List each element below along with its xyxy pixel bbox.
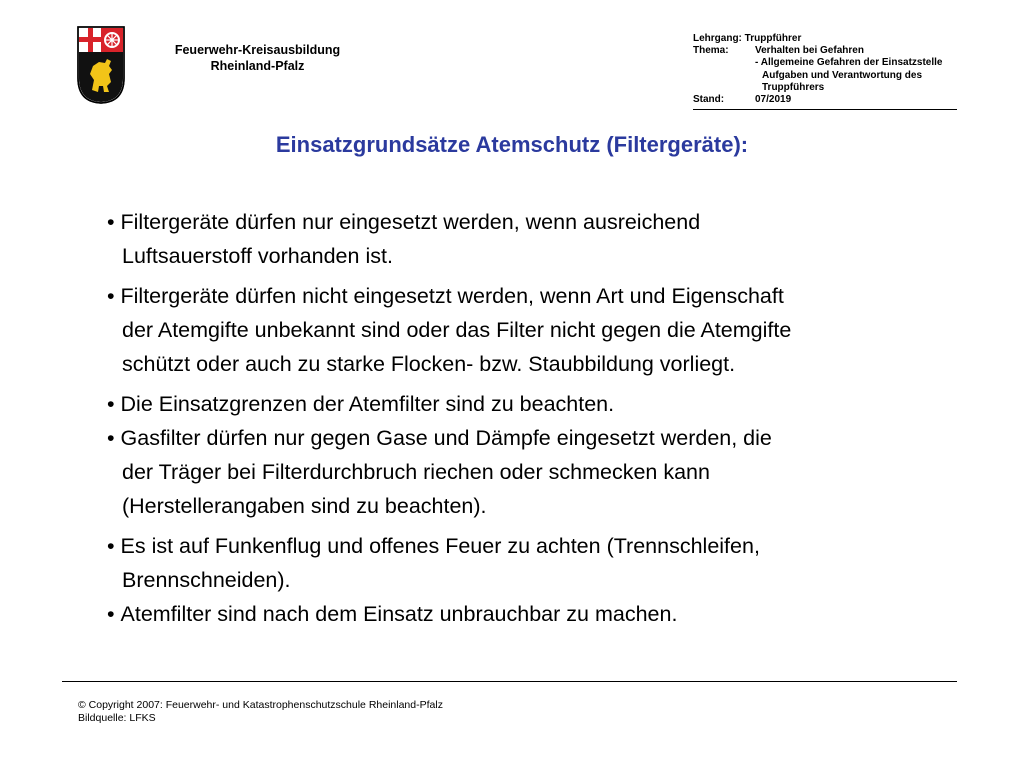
bullet-list	[107, 205, 967, 631]
bullet-item-5	[107, 529, 967, 597]
footer-copyright: © Copyright 2007: Feuerwehr- und Katastrophenschutzschule Rheinland-Pfalz	[78, 699, 443, 711]
page-title: Einsatzgrundsätze Atemschutz (Filtergeräte):	[275, 132, 749, 157]
bullet-6-line-1: • Atemfilter sind nach dem Einsatz unbrauchbar zu machen.	[107, 597, 967, 631]
bullet-4-line-3: (Herstellerangaben sind zu beachten).	[122, 494, 487, 518]
bullet-2-line-1: • Filtergeräte dürfen nicht eingesetzt werden, wenn Art und Eigenschaft	[107, 279, 967, 313]
bullet-5-line-2: Brennschneiden).	[122, 568, 291, 592]
bullet-item-4	[107, 421, 967, 523]
bullet-item-2	[107, 279, 967, 381]
stand-label: Stand:	[693, 94, 725, 106]
bullet-1-line-1: • Filtergeräte dürfen nur eingesetzt werden, wenn ausreichend	[107, 205, 967, 239]
thema-sub-2: Aufgaben und Verantwortung des	[762, 69, 923, 81]
bullet-3-line-1: • Die Einsatzgrenzen der Atemfilter sind zu beachten.	[107, 387, 967, 421]
org-line-1: Feuerwehr-Kreisausbildung	[174, 43, 341, 57]
coat-of-arms-logo	[76, 26, 126, 104]
org-line-2: Rheinland-Pfalz	[210, 59, 305, 73]
lehrgang-label: Lehrgang:	[693, 33, 742, 44]
thema-label: Thema:	[693, 45, 729, 57]
stand-value: 07/2019	[755, 94, 792, 106]
bullet-2-line-3: schützt oder auch zu starke Flocken- bzw. Staubbildung vorliegt.	[122, 352, 736, 376]
bullet-item-6	[107, 597, 967, 631]
header-divider	[693, 109, 957, 110]
footer-divider	[62, 681, 957, 682]
footer-image-source: Bildquelle: LFKS	[78, 712, 156, 724]
meta-thema	[693, 45, 942, 57]
bullet-1-line-2: Luftsauerstoff vorhanden ist.	[122, 244, 393, 268]
meta-lehrgang	[693, 33, 942, 45]
bullet-item-3	[107, 387, 967, 421]
organization-name	[155, 42, 360, 74]
course-meta	[693, 33, 942, 106]
thema-sub-3: Truppführers	[762, 81, 825, 93]
bullet-4-line-1: • Gasfilter dürfen nur gegen Gase und Dämpfe eingesetzt werden, die	[107, 421, 967, 455]
bullet-2-line-2: der Atemgifte unbekannt sind oder das Filter nicht gegen die Atemgifte	[122, 318, 792, 342]
meta-stand	[693, 94, 942, 106]
footer	[78, 699, 443, 725]
bullet-5-line-1: • Es ist auf Funkenflug und offenes Feuer zu achten (Trennschleifen,	[107, 529, 967, 563]
bullet-item-1	[107, 205, 967, 273]
lehrgang-value: Truppführer	[744, 33, 802, 44]
thema-value: Verhalten bei Gefahren	[755, 45, 864, 57]
bullet-4-line-2: der Träger bei Filterdurchbruch riechen oder schmecken kann	[122, 460, 710, 484]
thema-sub-1: - Allgemeine Gefahren der Einsatzstelle	[755, 57, 943, 69]
